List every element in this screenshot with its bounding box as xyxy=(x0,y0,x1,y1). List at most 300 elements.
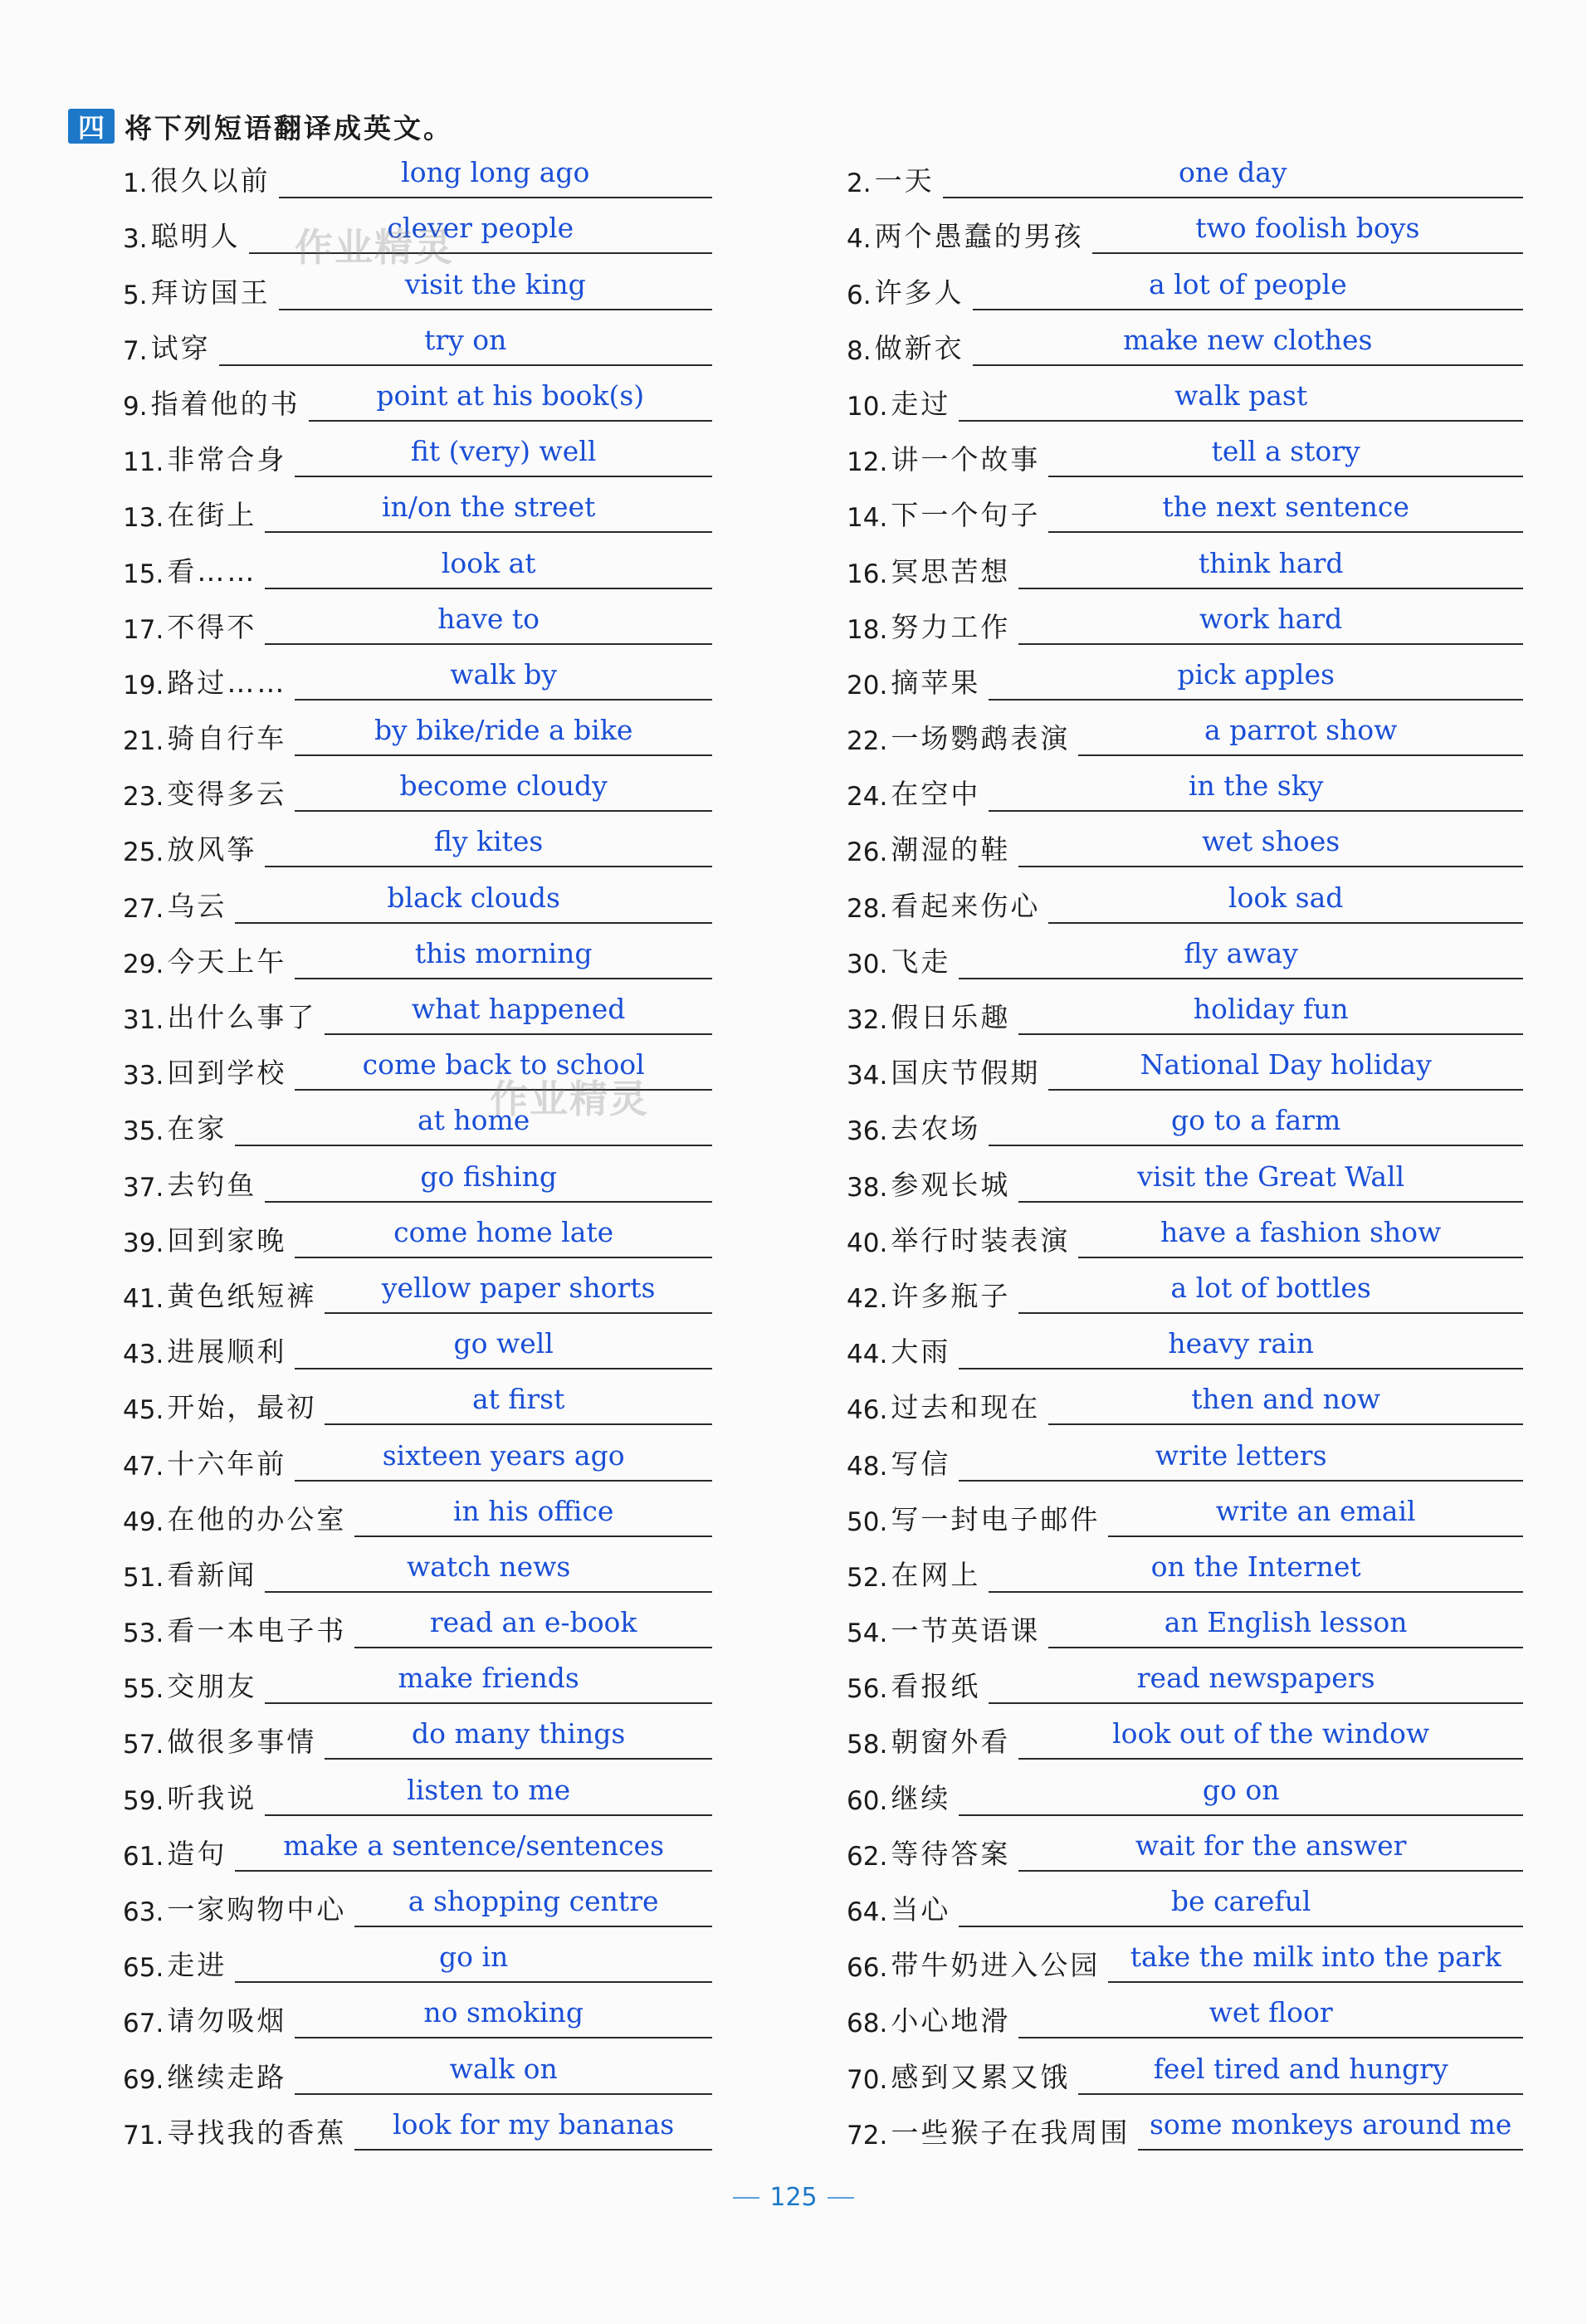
item-number: 6. xyxy=(847,280,872,310)
english-answer: go well xyxy=(453,1327,554,1360)
english-answer: make friends xyxy=(398,1662,579,1695)
answer-blank xyxy=(265,491,712,533)
item-number: 3. xyxy=(123,224,148,255)
answer-blank xyxy=(354,1607,712,1648)
chinese-phrase: 放风筝 xyxy=(167,833,257,867)
english-answer: go fishing xyxy=(420,1160,557,1193)
exercise-item xyxy=(847,655,1523,710)
english-answer: watch news xyxy=(406,1550,571,1583)
english-answer: point at his book(s) xyxy=(376,378,645,412)
item-number: 62. xyxy=(847,1841,888,1872)
exercise-item xyxy=(847,1492,1523,1547)
exercise-item xyxy=(123,822,712,877)
english-answer: look for my bananas xyxy=(393,2107,675,2141)
english-answer: one day xyxy=(1178,156,1287,189)
english-answer: sixteen years ago xyxy=(382,1438,625,1472)
exercise-item xyxy=(123,1937,712,1993)
item-number: 25. xyxy=(123,837,164,868)
english-answer: yellow paper shorts xyxy=(381,1271,656,1304)
item-number: 26. xyxy=(847,837,888,868)
chinese-phrase: 路过…… xyxy=(167,666,287,699)
item-number: 29. xyxy=(123,949,164,979)
item-number: 60. xyxy=(847,1785,888,1816)
exercise-item xyxy=(123,710,712,766)
watermark: 作业精灵 xyxy=(490,1077,649,1121)
item-number: 22. xyxy=(847,726,888,757)
answer-blank xyxy=(959,1886,1523,1927)
exercise-item xyxy=(847,934,1523,989)
answer-blank xyxy=(959,938,1523,979)
item-number: 14. xyxy=(847,503,888,534)
chinese-phrase: 感到又累又饿 xyxy=(891,2060,1071,2093)
answer-blank xyxy=(1048,1049,1523,1091)
exercise-item xyxy=(123,934,712,989)
exercise-item xyxy=(847,543,1523,598)
exercise-item xyxy=(123,1993,712,2048)
item-number: 2. xyxy=(847,168,872,199)
chinese-phrase: 做很多事情 xyxy=(167,1726,317,1759)
item-number: 59. xyxy=(123,1785,164,1816)
answer-blank xyxy=(1018,826,1523,867)
exercise-item xyxy=(123,766,712,822)
exercise-item xyxy=(847,376,1523,432)
item-number: 28. xyxy=(847,893,888,924)
english-answer: long long ago xyxy=(401,156,590,189)
answer-blank xyxy=(1092,212,1523,254)
chinese-phrase: 造句 xyxy=(167,1837,227,1870)
item-number: 40. xyxy=(847,1228,888,1258)
watermark: 作业精灵 xyxy=(295,225,454,270)
exercise-item xyxy=(847,710,1523,766)
chinese-phrase: 小心地滑 xyxy=(891,2004,1011,2038)
chinese-phrase: 继续 xyxy=(891,1781,951,1814)
english-answer: heavy rain xyxy=(1168,1327,1314,1360)
exercise-item xyxy=(123,487,712,543)
answer-blank xyxy=(295,1440,712,1482)
answer-blank xyxy=(1138,2109,1523,2151)
chinese-phrase: 举行时装表演 xyxy=(891,1223,1071,1257)
exercise-item xyxy=(847,1937,1523,1993)
chinese-phrase: 乌云 xyxy=(167,889,227,922)
item-number: 49. xyxy=(123,1506,164,1537)
english-answer: in the sky xyxy=(1188,769,1324,803)
english-answer: look out of the window xyxy=(1112,1717,1430,1750)
answer-blank xyxy=(325,1384,712,1425)
english-answer: a parrot show xyxy=(1204,714,1398,747)
item-number: 16. xyxy=(847,559,888,589)
chinese-phrase: 交朋友 xyxy=(167,1670,257,1703)
page-footer xyxy=(0,2183,1587,2212)
item-number: 71. xyxy=(123,2120,164,2151)
exercise-item xyxy=(123,599,712,655)
answer-blank xyxy=(354,2109,712,2151)
chinese-phrase: 继续走路 xyxy=(167,2060,287,2093)
english-answer: tell a story xyxy=(1211,435,1360,468)
item-number: 1. xyxy=(123,168,148,199)
english-answer: walk by xyxy=(450,657,558,691)
chinese-phrase: 在家 xyxy=(167,1112,227,1145)
chinese-phrase: 回到家晚 xyxy=(167,1223,287,1257)
chinese-phrase: 看一本电子书 xyxy=(167,1614,347,1648)
answer-blank xyxy=(1018,603,1523,645)
item-number: 42. xyxy=(847,1283,888,1314)
english-answer: at home xyxy=(417,1104,530,1137)
exercise-item xyxy=(123,1379,712,1435)
exercise-item xyxy=(847,1603,1523,1658)
chinese-phrase: 摘苹果 xyxy=(891,666,981,699)
answer-blank xyxy=(295,659,712,701)
answer-blank xyxy=(973,325,1523,366)
answer-blank xyxy=(1018,1830,1523,1872)
item-number: 35. xyxy=(123,1116,164,1147)
english-answer: this morning xyxy=(414,936,593,969)
item-number: 48. xyxy=(847,1451,888,1482)
exercise-item xyxy=(847,599,1523,655)
chinese-phrase: 朝窗外看 xyxy=(891,1726,1011,1759)
footer-rule-left xyxy=(733,2197,759,2199)
exercise-item xyxy=(123,877,712,933)
english-answer: go on xyxy=(1202,1773,1280,1806)
chinese-phrase: 过去和现在 xyxy=(891,1391,1041,1424)
item-number: 61. xyxy=(123,1841,164,1872)
exercise-item xyxy=(847,1882,1523,1937)
english-answer: an English lesson xyxy=(1164,1606,1408,1639)
item-number: 11. xyxy=(123,447,164,478)
item-number: 57. xyxy=(123,1730,164,1760)
chinese-phrase: 在空中 xyxy=(891,778,981,811)
english-answer: become cloudy xyxy=(399,769,608,803)
chinese-phrase: 走过 xyxy=(891,387,951,420)
chinese-phrase: 一家购物中心 xyxy=(167,1893,347,1926)
exercise-item xyxy=(123,1492,712,1547)
exercise-item xyxy=(847,1993,1523,2048)
english-answer: think hard xyxy=(1198,546,1344,579)
exercise-item xyxy=(123,1547,712,1603)
item-number: 12. xyxy=(847,447,888,478)
section-heading xyxy=(68,106,453,146)
item-number: 44. xyxy=(847,1340,888,1370)
chinese-phrase: 走进 xyxy=(167,1949,227,1982)
item-number: 50. xyxy=(847,1506,888,1537)
chinese-phrase: 进展顺利 xyxy=(167,1335,287,1369)
exercise-item xyxy=(123,432,712,487)
item-number: 36. xyxy=(847,1116,888,1147)
answer-blank xyxy=(989,659,1523,701)
section-instruction: 将下列短语翻译成英文。 xyxy=(125,111,453,144)
english-answer: visit the king xyxy=(404,267,586,300)
answer-blank xyxy=(235,1830,712,1872)
chinese-phrase: 写一封电子邮件 xyxy=(891,1502,1101,1536)
item-number: 10. xyxy=(847,391,888,422)
answer-blank xyxy=(959,380,1523,422)
chinese-phrase: 写信 xyxy=(891,1447,951,1480)
answer-blank xyxy=(295,1997,712,2038)
exercise-item xyxy=(847,1547,1523,1603)
item-number: 23. xyxy=(123,782,164,813)
item-number: 66. xyxy=(847,1953,888,1984)
exercise-item xyxy=(123,376,712,432)
chinese-phrase: 变得多云 xyxy=(167,778,287,811)
exercise-item xyxy=(847,1268,1523,1324)
english-answer: in his office xyxy=(452,1494,614,1527)
english-answer: by bike/ride a bike xyxy=(374,714,633,747)
item-number: 31. xyxy=(123,1005,164,1035)
item-number: 37. xyxy=(123,1172,164,1203)
answer-blank xyxy=(1048,882,1523,924)
exercise-item xyxy=(123,320,712,376)
chinese-phrase: 两个愚蠢的男孩 xyxy=(874,220,1084,253)
answer-blank xyxy=(959,1775,1523,1816)
answer-blank xyxy=(1048,491,1523,533)
chinese-phrase: 请勿吸烟 xyxy=(167,2004,287,2038)
right-column xyxy=(847,153,1523,2160)
page-number: 125 xyxy=(769,2183,818,2212)
chinese-phrase: 拜访国王 xyxy=(150,276,271,309)
answer-blank xyxy=(295,1328,712,1370)
item-number: 19. xyxy=(123,670,164,701)
answer-blank xyxy=(989,1551,1523,1593)
answer-blank xyxy=(325,994,712,1035)
item-number: 20. xyxy=(847,670,888,701)
exercise-item xyxy=(847,487,1523,543)
exercise-item xyxy=(847,2048,1523,2104)
english-answer: wet shoes xyxy=(1202,825,1340,858)
english-answer: walk past xyxy=(1174,378,1308,412)
chinese-phrase: 不得不 xyxy=(167,610,257,643)
answer-blank xyxy=(265,1775,712,1816)
answer-blank xyxy=(943,157,1523,198)
item-number: 70. xyxy=(847,2064,888,2095)
chinese-phrase: 讲一个故事 xyxy=(891,443,1041,476)
english-answer: clever people xyxy=(387,212,574,245)
chinese-phrase: 在网上 xyxy=(891,1558,981,1591)
item-number: 24. xyxy=(847,782,888,813)
item-number: 34. xyxy=(847,1061,888,1091)
english-answer: on the Internet xyxy=(1150,1550,1361,1583)
answer-blank xyxy=(989,1105,1523,1146)
chinese-phrase: 等待答案 xyxy=(891,1837,1011,1870)
exercise-item xyxy=(123,1603,712,1658)
item-number: 55. xyxy=(123,1674,164,1705)
item-number: 65. xyxy=(123,1953,164,1984)
english-answer: read newspapers xyxy=(1136,1662,1375,1695)
exercise-item xyxy=(847,1714,1523,1770)
item-number: 58. xyxy=(847,1730,888,1760)
item-number: 41. xyxy=(123,1283,164,1314)
exercise-item xyxy=(847,1324,1523,1379)
exercise-item xyxy=(123,1770,712,1825)
chinese-phrase: 飞走 xyxy=(891,945,951,978)
exercise-item xyxy=(847,1826,1523,1882)
exercise-item xyxy=(123,989,712,1045)
answer-blank xyxy=(279,157,712,198)
exercise-item xyxy=(123,1882,712,1937)
exercise-item xyxy=(847,1213,1523,1268)
item-number: 69. xyxy=(123,2064,164,2095)
item-number: 67. xyxy=(123,2009,164,2039)
chinese-phrase: 回到学校 xyxy=(167,1057,287,1090)
chinese-phrase: 指着他的书 xyxy=(150,387,300,420)
chinese-phrase: 去钓鱼 xyxy=(167,1168,257,1201)
section-number-badge: 四 xyxy=(68,109,115,144)
english-answer: work hard xyxy=(1199,602,1343,635)
english-answer: take the milk into the park xyxy=(1130,1941,1502,1974)
chinese-phrase: 国庆节假期 xyxy=(891,1057,1041,1090)
english-answer: what happened xyxy=(411,993,626,1025)
answer-blank xyxy=(295,770,712,812)
item-number: 63. xyxy=(123,1897,164,1927)
exercise-item xyxy=(847,208,1523,264)
item-number: 56. xyxy=(847,1674,888,1705)
item-number: 39. xyxy=(123,1228,164,1258)
english-answer: the next sentence xyxy=(1162,491,1409,524)
chinese-phrase: 今天上午 xyxy=(167,945,287,978)
exercise-item xyxy=(123,153,712,208)
english-answer: come home late xyxy=(393,1215,614,1248)
left-column xyxy=(123,153,712,2160)
answer-blank xyxy=(295,436,712,477)
exercise-item xyxy=(847,766,1523,822)
item-number: 8. xyxy=(847,335,872,366)
answer-blank xyxy=(1078,715,1523,756)
item-number: 64. xyxy=(847,1897,888,1927)
chinese-phrase: 在他的办公室 xyxy=(167,1502,347,1536)
answer-blank xyxy=(265,1551,712,1593)
answer-blank xyxy=(295,715,712,756)
exercise-item xyxy=(847,1770,1523,1825)
chinese-phrase: 黄色纸短裤 xyxy=(167,1279,317,1312)
answer-blank xyxy=(309,380,712,422)
english-answer: feel tired and hungry xyxy=(1153,2052,1448,2085)
exercise-item xyxy=(847,877,1523,933)
english-answer: at first xyxy=(471,1383,565,1416)
item-number: 45. xyxy=(123,1395,164,1426)
exercise-item xyxy=(123,1156,712,1212)
item-number: 5. xyxy=(123,280,148,310)
answer-blank xyxy=(1108,1941,1523,1983)
chinese-phrase: 骑自行车 xyxy=(167,722,287,755)
chinese-phrase: 出什么事了 xyxy=(167,1001,317,1033)
english-answer: make a sentence/sentences xyxy=(283,1828,665,1862)
item-number: 21. xyxy=(123,726,164,757)
item-number: 18. xyxy=(847,614,888,645)
chinese-phrase: 看报纸 xyxy=(891,1670,981,1703)
answer-blank xyxy=(354,1886,712,1927)
english-answer: have to xyxy=(437,602,540,635)
answer-blank xyxy=(1078,2053,1523,2095)
exercise-item xyxy=(847,2105,1523,2160)
item-number: 38. xyxy=(847,1172,888,1203)
exercise-item xyxy=(123,543,712,598)
answer-blank xyxy=(265,1662,712,1704)
item-number: 33. xyxy=(123,1061,164,1091)
english-answer: look at xyxy=(441,546,536,579)
answer-blank xyxy=(1018,1718,1523,1760)
answer-blank xyxy=(235,1941,712,1983)
item-number: 4. xyxy=(847,224,872,255)
english-answer: try on xyxy=(424,323,507,356)
chinese-phrase: 一场鹦鹉表演 xyxy=(891,722,1071,755)
answer-blank xyxy=(265,548,712,589)
exercise-item xyxy=(847,822,1523,877)
chinese-phrase: 去农场 xyxy=(891,1112,981,1145)
english-answer: in/on the street xyxy=(381,491,596,524)
answer-blank xyxy=(265,603,712,645)
exercise-item xyxy=(123,1268,712,1324)
answer-blank xyxy=(279,269,712,310)
english-answer: write an email xyxy=(1215,1494,1416,1527)
english-answer: look sad xyxy=(1228,881,1344,914)
english-answer: make new clothes xyxy=(1123,323,1373,356)
chinese-phrase: 大雨 xyxy=(891,1335,951,1369)
answer-blank xyxy=(1048,436,1523,477)
english-answer: do many things xyxy=(412,1717,626,1750)
chinese-phrase: 努力工作 xyxy=(891,610,1011,643)
chinese-phrase: 寻找我的香蕉 xyxy=(167,2116,347,2149)
english-answer: fit (very) well xyxy=(410,435,597,468)
english-answer: go to a farm xyxy=(1171,1104,1341,1137)
answer-blank xyxy=(235,882,712,924)
exercise-item xyxy=(847,1101,1523,1156)
exercise-item xyxy=(123,1324,712,1379)
item-number: 15. xyxy=(123,559,164,589)
chinese-phrase: 带牛奶进入公园 xyxy=(891,1949,1101,1982)
english-answer: wet floor xyxy=(1209,1996,1333,2029)
item-number: 43. xyxy=(123,1340,164,1370)
answer-blank xyxy=(1078,1217,1523,1258)
footer-rule-right xyxy=(828,2197,854,2199)
answer-blank xyxy=(989,770,1523,812)
chinese-phrase: 一天 xyxy=(874,164,935,198)
chinese-phrase: 参观长城 xyxy=(891,1168,1011,1201)
answer-blank xyxy=(1018,994,1523,1035)
exercise-item xyxy=(123,2048,712,2104)
chinese-phrase: 听我说 xyxy=(167,1781,257,1814)
chinese-phrase: 看起来伤心 xyxy=(891,889,1041,922)
english-answer: pick apples xyxy=(1177,657,1335,691)
item-number: 52. xyxy=(847,1562,888,1593)
item-number: 13. xyxy=(123,503,164,534)
chinese-phrase: 开始，最初 xyxy=(167,1391,317,1424)
item-number: 7. xyxy=(123,335,148,366)
chinese-phrase: 潮湿的鞋 xyxy=(891,833,1011,867)
answer-blank xyxy=(1048,1384,1523,1425)
chinese-phrase: 一节英语课 xyxy=(891,1614,1041,1648)
answer-blank xyxy=(295,938,712,979)
exercise-item xyxy=(123,1826,712,1882)
item-number: 53. xyxy=(123,1618,164,1649)
item-number: 68. xyxy=(847,2009,888,2039)
answer-blank xyxy=(265,1161,712,1203)
exercise-item xyxy=(847,1658,1523,1714)
english-answer: wait for the answer xyxy=(1135,1828,1407,1862)
exercise-item xyxy=(123,1714,712,1770)
answer-blank xyxy=(265,826,712,867)
answer-blank xyxy=(219,325,712,366)
answer-blank xyxy=(354,1496,712,1537)
english-answer: a lot of people xyxy=(1148,267,1347,300)
chinese-phrase: 许多瓶子 xyxy=(891,1279,1011,1312)
chinese-phrase: 冥思苦想 xyxy=(891,554,1011,588)
exercise-item xyxy=(123,1658,712,1714)
item-number: 9. xyxy=(123,391,148,422)
answer-blank xyxy=(1108,1496,1523,1537)
english-answer: two foolish boys xyxy=(1195,212,1420,245)
chinese-phrase: 看新闻 xyxy=(167,1558,257,1591)
english-answer: black clouds xyxy=(387,881,560,914)
exercise-item xyxy=(123,2105,712,2160)
english-answer: visit the Great Wall xyxy=(1137,1160,1405,1193)
